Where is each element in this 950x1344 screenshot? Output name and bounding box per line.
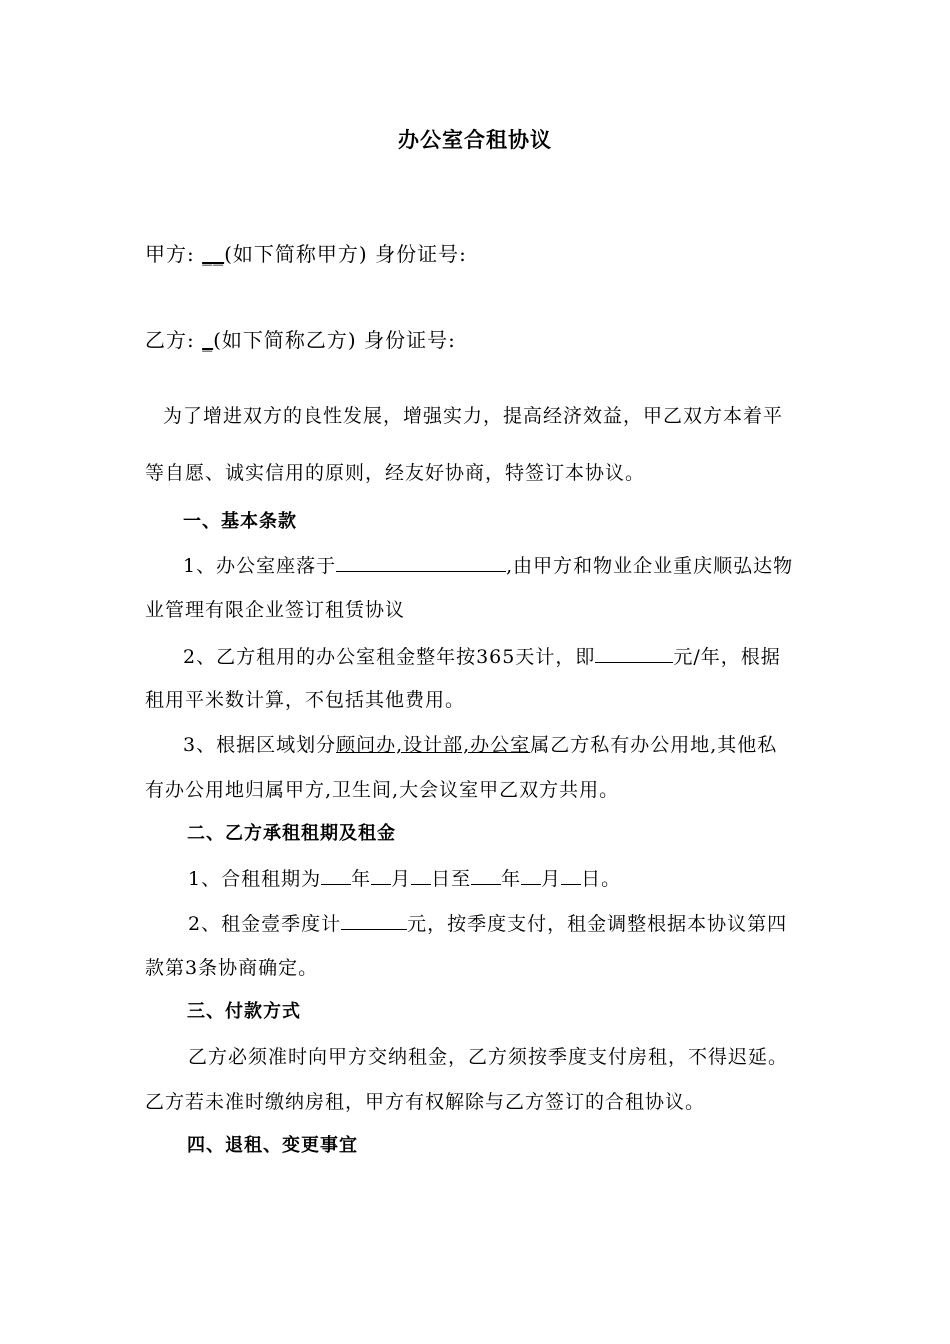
start-month-label: 月 (391, 868, 412, 890)
start-year-label: 年 (351, 868, 372, 890)
clause-2-2-text-a: 2、租金壹季度计 (188, 913, 342, 935)
clause-1-1-line-1 (183, 553, 793, 578)
party-b-rest: (如下简称乙方) 身份证号: (213, 328, 456, 352)
clause-1-1-line-2: 业管理有限企业签订租赁协议 (145, 599, 406, 621)
end-day-blank (561, 866, 581, 885)
party-b-label: 乙方: (145, 328, 195, 352)
section-3-line-1: 乙方必须准时向甲方交纳租金，乙方须按季度支付房租，不得迟延。 (188, 1046, 789, 1068)
clause-2-2-line-1 (188, 911, 787, 936)
section-1-heading: 一、基本条款 (183, 511, 297, 532)
section-4-heading: 四、退租、变更事宜 (187, 1135, 358, 1156)
section-3-heading: 三、付款方式 (187, 1001, 301, 1022)
clause-2-2-line-2: 款第3条协商确定。 (145, 957, 319, 979)
clause-1-2-line-1 (183, 644, 781, 669)
start-month-blank (371, 866, 391, 885)
clause-2-2-text-b: 元，按季度支付，租金调整根据本协议第四 (407, 913, 788, 935)
document-title: 办公室合租协议 (398, 128, 552, 152)
party-a-rest: (如下简称甲方) 身份证号: (224, 242, 467, 266)
end-month-label: 月 (541, 868, 562, 890)
party-a-label: 甲方: (145, 242, 195, 266)
quarter-rent-blank (341, 911, 407, 930)
clause-1-3-line-2: 有办公用地归属甲方,卫生间,大会议室甲乙双方共用。 (145, 779, 620, 801)
party-a-blank: __ (202, 242, 225, 266)
start-day-label: 日至 (431, 868, 472, 890)
clause-1-3-text-b: 属乙方私有办公用地,其他私 (530, 734, 778, 756)
intro-line-1: 为了增进双方的良性发展，增强实力，提高经济效益，甲乙双方本着平 (163, 405, 784, 427)
party-b-line (145, 328, 456, 352)
clause-1-3-line-1 (183, 733, 777, 757)
clause-1-3-text-a: 3、根据区域划分 (183, 734, 337, 756)
start-year-blank (321, 866, 351, 885)
party-a-line (145, 242, 467, 266)
location-blank (336, 553, 506, 572)
clause-1-2-text-b: 元/年，根据 (673, 646, 781, 668)
party-b-blank: _ (202, 328, 214, 352)
clause-1-3-underlined: 顾问办,设计部,办公室 (336, 734, 531, 756)
section-2-heading: 二、乙方承租租期及租金 (187, 823, 396, 844)
annual-rent-blank (595, 644, 673, 663)
intro-line-2: 等自愿、诚实信用的原则，经友好协商，特签订本协议。 (145, 462, 646, 484)
clause-1-2-line-2: 租用平米数计算，不包括其他费用。 (145, 689, 466, 711)
end-year-blank (471, 866, 501, 885)
end-year-label: 年 (501, 868, 522, 890)
clause-2-1-line (188, 866, 621, 891)
section-3-line-2: 乙方若未准时缴纳房租，甲方有权解除与乙方签订的合租协议。 (145, 1091, 706, 1113)
clause-1-1-text-a: 1、办公室座落于 (183, 555, 337, 577)
start-day-blank (411, 866, 431, 885)
end-day-label: 日。 (581, 868, 622, 890)
end-month-blank (521, 866, 541, 885)
clause-2-1-text: 1、合租租期为 (188, 868, 322, 890)
clause-1-1-text-b: ,由甲方和物业企业重庆顺弘达物 (506, 555, 794, 577)
clause-1-2-text-a: 2、乙方租用的办公室租金整年按365天计，即 (183, 646, 596, 668)
